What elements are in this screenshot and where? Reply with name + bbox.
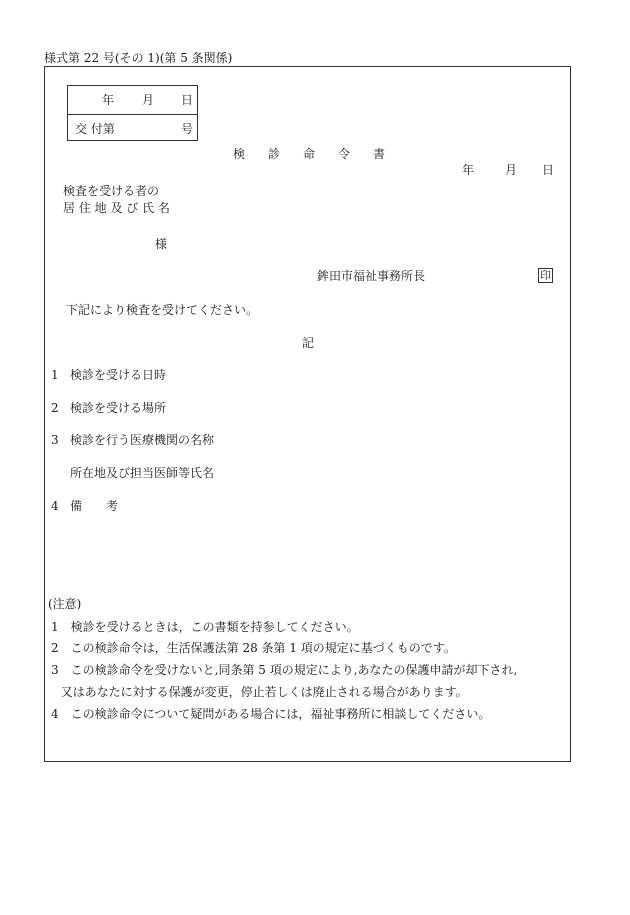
- title-char-4: 令: [338, 147, 351, 161]
- ki-heading: 記: [302, 336, 315, 350]
- form-number: 様式第 22 号(その 1)(第 5 条関係): [44, 51, 233, 65]
- issuer-name: 鉾田市福祉事務所長: [317, 269, 426, 283]
- item-3-subtext: 所在地及び担当医師等氏名: [70, 466, 215, 480]
- recipient-label-line2: 居 住 地 及 び 氏 名: [63, 201, 170, 215]
- recipient-honorific: 様: [155, 237, 168, 251]
- issue-date-day: 日: [542, 163, 555, 177]
- item-3-text: 検診を行う医療機関の名称: [70, 433, 215, 447]
- item-4-text: 備 考: [70, 499, 119, 513]
- note-line-4: 4 この検診命令について疑問がある場合には，福祉事務所に相談してください。: [51, 707, 491, 721]
- issue-number-box: [67, 85, 198, 141]
- issue-date-year: 年: [462, 163, 475, 177]
- date-box-month: 月: [142, 93, 155, 107]
- issue-number-row: [68, 114, 197, 142]
- date-row: [68, 86, 197, 115]
- title-char-1: 検: [233, 147, 246, 161]
- item-4-number: 4: [51, 499, 59, 513]
- recipient-label-line1: 検査を受ける者の: [63, 184, 160, 198]
- item-1-text: 検診を受ける日時: [70, 368, 167, 382]
- item-2-number: 2: [51, 401, 59, 415]
- issue-number-suffix: 号: [181, 122, 194, 136]
- seal-mark: 印: [540, 269, 551, 282]
- item-2-text: 検診を受ける場所: [70, 401, 167, 415]
- issue-date-month: 月: [505, 163, 518, 177]
- note-line-3-continued: 又はあなたに対する保護が変更，停止若しくは廃止される場合があります。: [53, 685, 468, 699]
- note-line-3: 3 この検診命令を受けないと,同条第 5 項の規定により,あなたの保護申請が却下され,: [51, 663, 518, 677]
- title-char-3: 命: [303, 147, 316, 161]
- title-char-2: 診: [268, 147, 281, 161]
- note-line-1: 1 検診を受けるときは，この書類を持参してください。: [51, 620, 359, 634]
- notes-heading: (注意): [48, 597, 82, 611]
- item-1-number: 1: [51, 368, 59, 382]
- intro-text: 下記により検査を受けてください。: [66, 303, 259, 317]
- issue-number-prefix: 交 付第: [75, 122, 115, 136]
- date-box-year: 年: [102, 93, 115, 107]
- item-3-number: 3: [51, 433, 59, 447]
- title-char-5: 書: [373, 147, 386, 161]
- note-line-2: 2 この検診命令は，生活保護法第 28 条第 1 項の規定に基づくものです。: [51, 641, 456, 655]
- date-box-day: 日: [181, 93, 194, 107]
